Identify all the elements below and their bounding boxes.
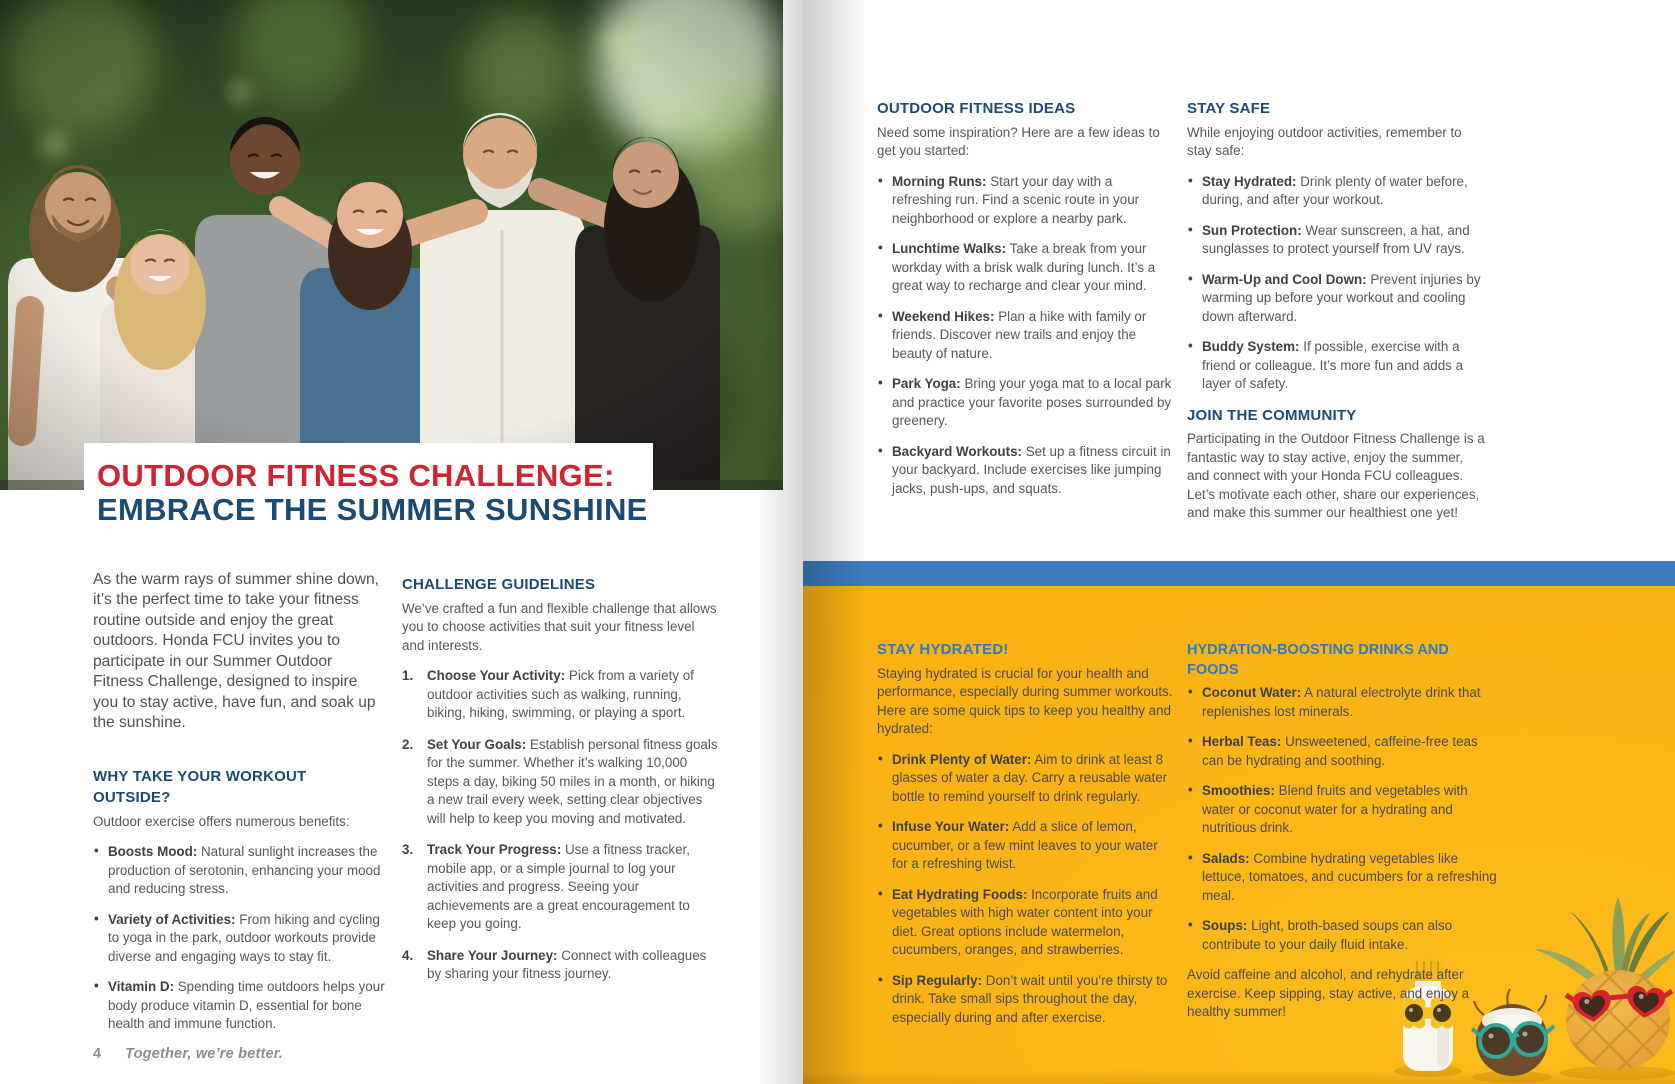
- step-item: [402, 947, 720, 984]
- bullet-label: Buddy System:: [1202, 339, 1300, 355]
- bullet-label: Warm-Up and Cool Down:: [1202, 271, 1367, 287]
- hydrate-heading: STAY HYDRATED!: [877, 641, 1009, 658]
- bullet-item: [1187, 733, 1499, 770]
- ideas-heading: OUTDOOR FITNESS IDEAS: [877, 100, 1076, 117]
- bullet-item: [1187, 917, 1499, 954]
- bullet-text: A natural electrolyte drink that replenishes lost minerals.: [1202, 685, 1481, 719]
- bullet-text: Set up a fitness circuit in your backyard. Include exercises like jumping jacks, push-ups, and squats.: [892, 443, 1171, 496]
- left-column-guidelines: [402, 575, 720, 997]
- bullet-text: From hiking and cycling to yoga in the park, outdoor workouts provide diverse and engaging ways to stay fit.: [108, 911, 380, 964]
- bullet-text: Drink plenty of water before, during, and after your workout.: [1202, 173, 1468, 208]
- bullet-label: Soups:: [1202, 918, 1248, 933]
- right-column-ideas: [877, 99, 1173, 510]
- foods-heading: HYDRATION-BOOSTING DRINKS AND FOODS: [1187, 642, 1449, 678]
- ideas-lead: Need some inspiration? Here are a few ideas to get you started:: [877, 124, 1160, 159]
- guidelines-heading: CHALLENGE GUIDELINES: [402, 576, 596, 593]
- bullet-label: Variety of Activities:: [108, 911, 236, 927]
- why-heading: WHY TAKE YOUR WORKOUT OUTSIDE?: [93, 768, 307, 807]
- step-label: Track Your Progress:: [427, 842, 562, 858]
- bullet-label: Boosts Mood:: [108, 844, 198, 860]
- bullet-label: Sun Protection:: [1202, 222, 1302, 238]
- bullet-label: Vitamin D:: [108, 979, 174, 995]
- bullet-text: Aim to drink at least 8 glasses of water a day. Carry a reusable water bottle to remind yourself to drink regularly.: [892, 751, 1168, 804]
- hydrate-bullet-list: [877, 751, 1177, 1028]
- bullet-item: [1187, 222, 1487, 259]
- bullet-text: Blend fruits and vegetables with water or coconut water for a hydrating and nutritious drink.: [1202, 783, 1468, 835]
- bullet-item: [877, 308, 1173, 364]
- bullet-text: Start your day with a refreshing run. Find a scenic route in your neighborhood or explore a nearby park.: [892, 173, 1140, 226]
- bullet-item: [877, 886, 1177, 960]
- step-text: Connect with colleagues by sharing your fitness journey.: [427, 947, 707, 982]
- page-footer: [93, 1046, 283, 1062]
- why-lead: Outdoor exercise offers numerous benefits:: [93, 813, 350, 829]
- community-text: Participating in the Outdoor Fitness Challenge is a fantastic way to stay active, enjoy the summer, and connect with your Honda FCU colleagues. Let’s motivate each other, share our experiences, and make this summer our healthiest one yet!: [1187, 431, 1485, 521]
- bullet-label: Salads:: [1202, 850, 1250, 866]
- step-text: Use a fitness tracker, mobile app, or a simple journal to log your activities and progress. Seeing your achievements are a great encouragement to keep you going.: [427, 842, 690, 932]
- guidelines-step-list: [402, 667, 720, 984]
- guidelines-lead: We’ve crafted a fun and flexible challenge that allows you to choose activities that suit your fitness level and interests.: [402, 600, 717, 653]
- bullet-label: Infuse Your Water:: [892, 819, 1010, 835]
- bullet-text: Add a slice of lemon, cucumber, or a few mint leaves to your water for a refreshing twist.: [892, 819, 1158, 872]
- bullet-item: [877, 972, 1177, 1028]
- bullet-label: Lunchtime Walks:: [892, 241, 1007, 257]
- right-column-safe: [1187, 99, 1487, 523]
- foods-bullet-list: [1187, 684, 1499, 954]
- bullet-label: Morning Runs:: [892, 173, 987, 189]
- safe-lead: While enjoying outdoor activities, remember to stay safe:: [1187, 124, 1462, 159]
- why-bullet-list: [93, 843, 385, 1034]
- bullet-label: Drink Plenty of Water:: [892, 751, 1032, 767]
- step-item: [402, 736, 720, 829]
- step-text: Establish personal fitness goals for the summer. Whether it’s walking 10,000 steps a day, biking 50 miles in a month, or hiking a new trail every week, setting clear objectives will help to keep you moving and motivated.: [427, 736, 718, 826]
- bullet-item: [877, 240, 1173, 296]
- step-item: [402, 667, 720, 723]
- blue-divider-bar: [803, 561, 1675, 586]
- article-title: [84, 443, 653, 537]
- bullet-label: Park Yoga:: [892, 376, 961, 392]
- hydrate-column: [877, 640, 1177, 1039]
- bullet-item: [93, 978, 385, 1034]
- community-heading: JOIN THE COMMUNITY: [1187, 406, 1357, 424]
- group-photo-svg: [0, 0, 783, 490]
- bullet-item: [1187, 782, 1499, 838]
- bullet-item: [93, 911, 385, 967]
- bullet-label: Sip Regularly:: [892, 972, 983, 988]
- bullet-label: Herbal Teas:: [1202, 734, 1282, 749]
- left-column-intro: [93, 570, 385, 1046]
- bullet-text: Light, broth-based soups can also contribute to your daily fluid intake.: [1202, 918, 1453, 952]
- bullet-text: Plan a hike with family or friends. Discover new trails and enjoy the beauty of nature.: [892, 308, 1147, 361]
- step-label: Set Your Goals:: [427, 736, 527, 752]
- bullet-item: [1187, 338, 1487, 394]
- bullet-text: Wear sunscreen, a hat, and sunglasses to protect yourself from UV rays.: [1202, 222, 1470, 257]
- bullet-item: [877, 173, 1173, 229]
- bullet-item: [1187, 850, 1499, 906]
- bullet-item: [877, 751, 1177, 807]
- bullet-item: [1187, 684, 1499, 721]
- page-number: 4: [93, 1046, 102, 1062]
- step-label: Choose Your Activity:: [427, 668, 566, 684]
- bullet-item: [877, 818, 1177, 874]
- intro-paragraph: As the warm rays of summer shine down, it’s the perfect time to take your fitness routine outside and enjoy the great outdoors. Honda FCU invites you to participate in our Summer Outdoor Fitness Challenge, designed to inspire you to stay active, have fun, and soak up the sunshine.: [93, 571, 379, 731]
- bullet-text: Don’t wait until you’re thirsty to drink. Take small sips throughout the day, especially during and after exercise.: [892, 972, 1168, 1025]
- foods-column: [1187, 640, 1499, 1022]
- bullet-label: Stay Hydrated:: [1202, 173, 1297, 189]
- bullet-text: Bring your yoga mat to a local park and practice your favorite poses surrounded by greenery.: [892, 376, 1172, 429]
- bullet-text: Take a break from your workday with a brisk walk during lunch. It’s a great way to recharge and clear your mind.: [892, 241, 1156, 294]
- bullet-item: [877, 375, 1173, 431]
- hydrate-lead: Staying hydrated is crucial for your health and performance, especially during summer workouts. Here are some quick tips to keep you healthy and hydrated:: [877, 665, 1173, 737]
- bullet-label: Eat Hydrating Foods:: [892, 886, 1028, 902]
- bullet-item: [1187, 173, 1487, 210]
- title-line-2: EMBRACE THE SUMMER SUNSHINE: [97, 492, 648, 527]
- title-line-1: OUTDOOR FITNESS CHALLENGE:: [97, 458, 615, 493]
- ideas-bullet-list: [877, 173, 1173, 499]
- bullet-label: Coconut Water:: [1202, 685, 1302, 700]
- bullet-text: Combine hydrating vegetables like lettuce, tomatoes, and cucumbers for a refreshing meal.: [1202, 850, 1497, 903]
- pineapple-illustration: [1527, 897, 1675, 1084]
- safe-bullet-list: [1187, 173, 1487, 394]
- step-label: Share Your Journey:: [427, 947, 558, 963]
- bullet-text: Spending time outdoors helps your body produce vitamin D, essential for bone health and immune function.: [108, 979, 385, 1032]
- bullet-label: Smoothies:: [1202, 783, 1275, 798]
- bullet-text: Natural sunlight increases the production of serotonin, enhancing your mood and reducing stress.: [108, 844, 381, 897]
- bullet-item: [1187, 271, 1487, 327]
- bullet-text: If possible, exercise with a friend or colleague. It’s more fun and adds a layer of safety.: [1202, 339, 1464, 392]
- bullet-text: Prevent injuries by warming up before your workout and cooling down afterward.: [1202, 271, 1481, 324]
- bullet-label: Backyard Workouts:: [892, 443, 1022, 459]
- bullet-text: Unsweetened, caffeine-free teas can be hydrating and soothing.: [1202, 734, 1478, 768]
- foods-outro: Avoid caffeine and alcohol, and rehydrate after exercise. Keep sipping, stay active, and enjoy a healthy summer!: [1187, 967, 1470, 1019]
- step-text: Pick from a variety of outdoor activities such as walking, running, biking, hiking, swimming, or playing a sport.: [427, 668, 694, 721]
- footer-tagline: Together, we’re better.: [125, 1046, 284, 1062]
- step-item: [402, 841, 720, 934]
- bullet-item: [877, 443, 1173, 499]
- bullet-label: Weekend Hikes:: [892, 308, 995, 324]
- bullet-text: Incorporate fruits and vegetables with high water content into your diet. Great options include watermelon, cucumbers, oranges, and strawberries.: [892, 886, 1158, 958]
- bullet-item: [93, 843, 385, 899]
- safe-heading: STAY SAFE: [1187, 100, 1271, 117]
- group-photo-illustration: [0, 0, 783, 490]
